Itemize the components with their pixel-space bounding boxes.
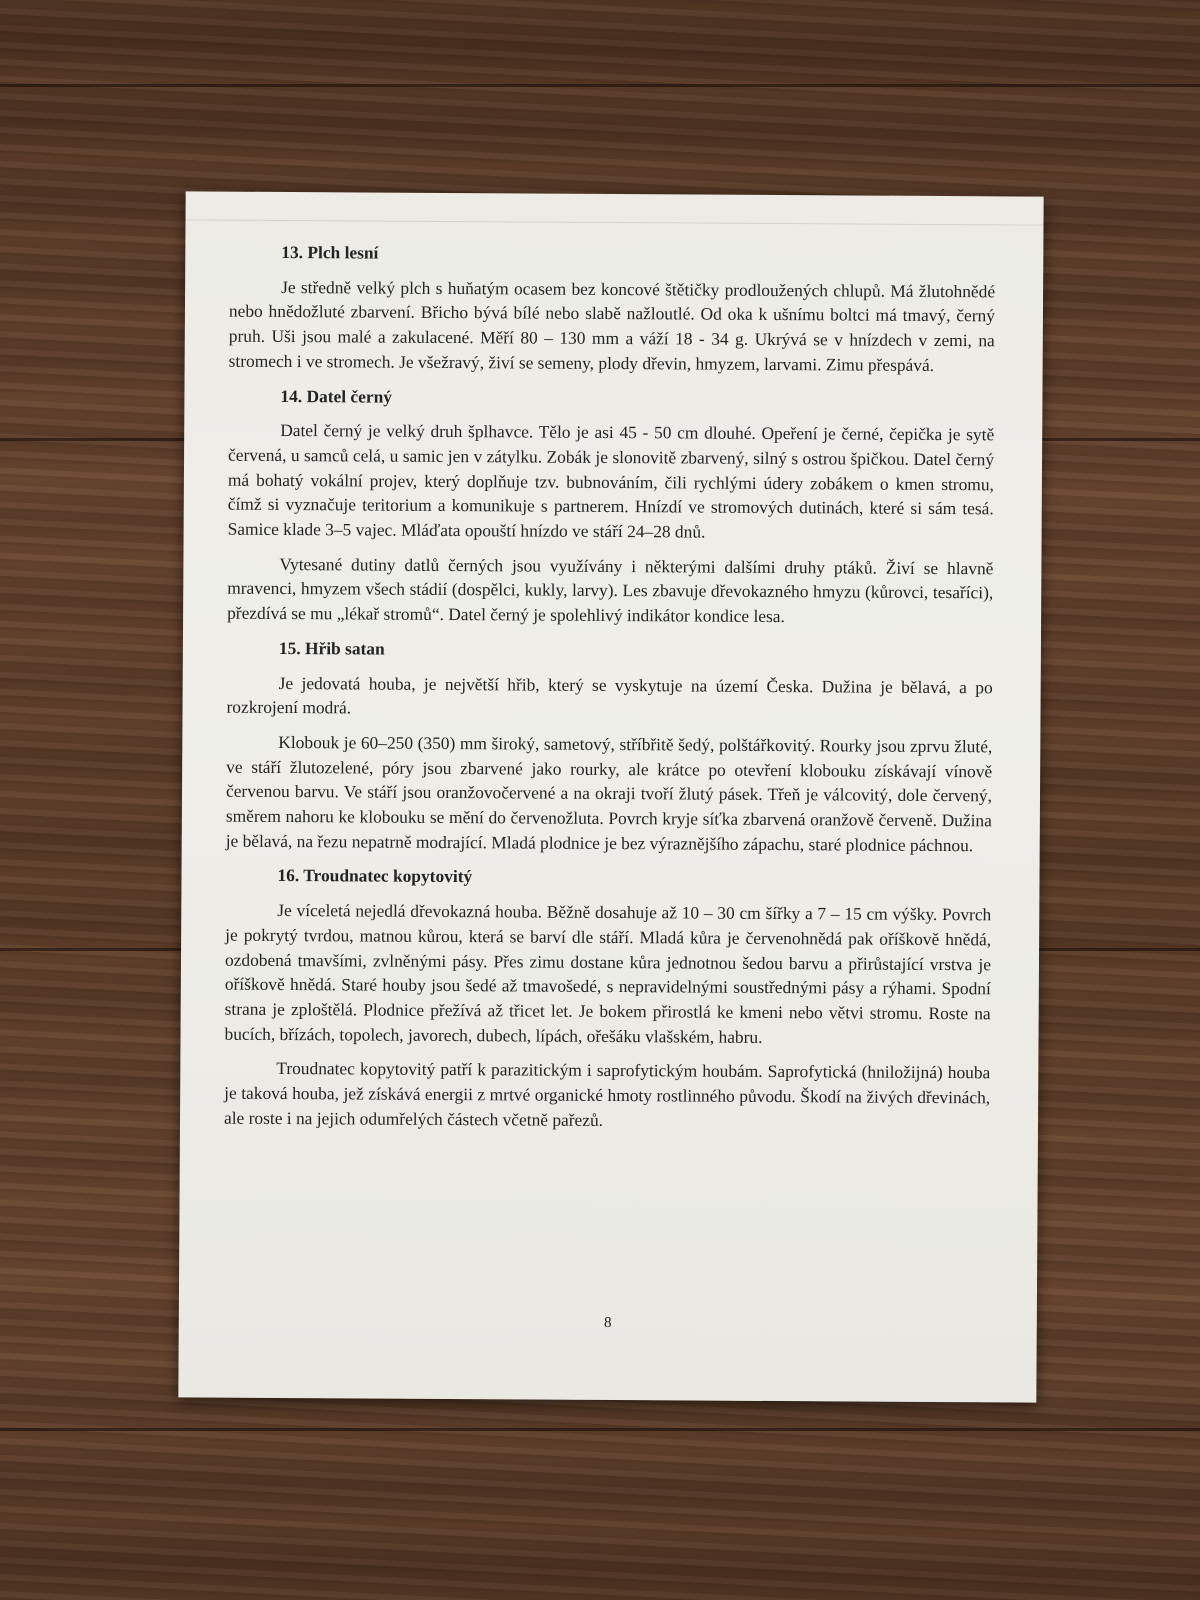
paper-sheet — [178, 191, 1043, 1402]
section-heading: 16. Troudnatec kopytovitý — [277, 865, 473, 887]
wood-board-seam — [0, 84, 1200, 87]
section-paragraph: Datel černý je velký druh šplhavce. Tělo je asi 45 - 50 cm dlouhé. Opeření je černé, čepička je sytě červená, u samců celá, u samic jen v zátylku. Zobák je slonovitě zbarvený, silný s ostrou špičkou. Datel černý má bohatý vokální projev, který doplňuje tzv. bubnováním, čili rychlými údery zobákem o kmen stromu, čímž si vyznačuje teritorium a komunikuje s partnerem. Hnízdí ve stromových dutinách, které si sám tesá. Samice klade 3–5 vajec. Mláďata opouští hnízdo ve stáří 24–28 dnů. — [227, 420, 995, 542]
section-datel-cerny — [227, 383, 994, 630]
section-hrib-satan — [226, 635, 993, 857]
section-plch-lesni — [229, 240, 996, 378]
document-body — [224, 240, 995, 1145]
section-heading: 15. Hřib satan — [278, 637, 385, 659]
section-heading: 14. Datel černý — [280, 385, 393, 407]
page-number: 8 — [603, 1314, 612, 1332]
section-paragraph: Klobouk je 60–250 (350) mm široký, sametový, stříbřitě šedý, polštářkovitý. Rourky jsou zprvu žluté, ve stáří žlutozelené, póry jsou zbarvené jako rourky, ale krátce po otevření klobouku získávají vínově červenou barvu. Ve stáří jsou oranžovočervené a na okraji tvoří žlutý pásek. Třeň je válcovitý, dole červený, směrem nahoru ke klobouku se mění do červenožluta. Povrch kryje síťka zbarvená oranžově červeně. Dužina je bělavá, na řezu nepatrně modrající. Mladá plodnice je bez výraznějšího zápachu, staré plodnice páchnou. — [225, 731, 993, 855]
section-paragraph: Troudnatec kopytovitý patří k parazitickým i saprofytickým houbám. Saprofytická (hniložijná) houba je taková houba, jež získává energii z mrtvé organické hmoty rostlinného původu. Škodí na živých dřevinách, ale roste i na jejich odumřelých částech včetně pařezů. — [223, 1058, 991, 1130]
section-paragraph: Je víceletá nejedlá dřevokazná houba. Běžně dosahuje až 10 – 30 cm šířky a 7 – 15 cm výšky. Povrch je pokrytý tvrdou, matnou kůrou, která se barví dle stáří. Mladá kůra je červenohnědá pak oříškově hnědá, ozdobená tmavšími, zvlněnými pásy. Přes zimu dostane kůra jednotnou šedou barvu a přirůstající vrstva je oříškově hnědá. Staré houby jsou šedé až tmavošedé, s nepravidelnými soustřednými pásy a rýhami. Spodní strana je zploštělá. Plodnice přežívá až třicet let. Je bokem přirostlá ke kmeni nebo větvi stromu. Roste na bucích, břízách, topolech, javorech, dubech, lípách, ořešáku vlašském, habru. — [224, 900, 992, 1047]
paper-fold-line — [186, 219, 1044, 225]
wood-board-seam — [0, 1428, 1200, 1431]
section-heading: 13. Plch lesní — [281, 241, 379, 263]
section-troudnatec-kopytovity — [224, 863, 992, 1135]
section-paragraph: Vytesané dutiny datlů černých jsou využívány i některými dalšími druhy ptáků. Živí se hlavně mravenci, hmyzem všech stádií (dospělci, kukly, larvy). Les zbavuje dřevokazného hmyzu (kůrovci, tesaříci), přezdívá se mu „lékař stromů“. Datel černý je spolehlivý indikátor kondice lesa. — [227, 553, 994, 627]
section-paragraph: Je středně velký plch s huňatým ocasem bez koncové štětičky prodloužených chlupů. Má žlutohnědé nebo hnědožluté zbarvení. Břicho bývá bílé nebo slabě nažloutlé. Od oka k ušnímu boltci má tmavý, černý pruh. Uši jsou malé a zakulacené. Měří 80 – 130 mm a váží 18 - 34 g. Ukrývá se v hnízdech v zemi, na stromech i ve stromech. Je všežravý, živí se semeny, plody dřevin, hmyzem, larvami. Zimu přespává. — [228, 276, 996, 375]
section-paragraph: Je jedovatá houba, je největší hřib, který se vyskytuje na území Česka. Dužina je bělavá, a po rozkrojení modrá. — [226, 672, 993, 718]
